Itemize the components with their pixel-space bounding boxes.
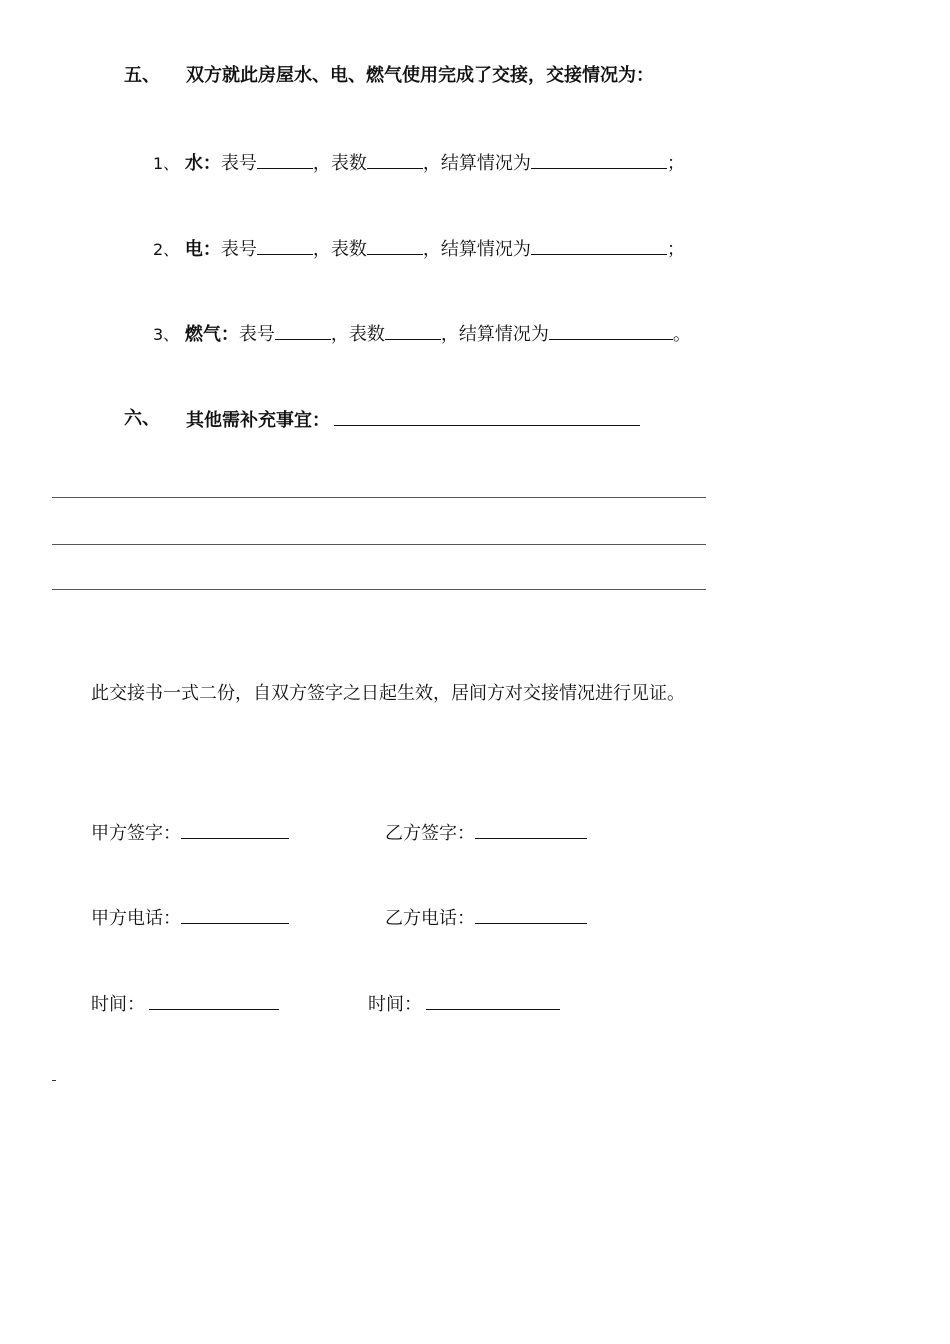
meter-reading-blank[interactable]: [367, 150, 423, 169]
utility-row-gas: [153, 321, 691, 347]
party-b-signature-label: 乙方签字：: [385, 823, 475, 844]
section-5-number: 五、: [124, 65, 160, 86]
party-b-time-label: 时间：: [368, 994, 422, 1015]
meter-number-label: 表号: [238, 324, 275, 345]
utility-name: 电：: [184, 239, 221, 260]
party-a-time-blank[interactable]: [149, 991, 279, 1010]
party-b-phone: [385, 905, 587, 931]
supplement-blank[interactable]: [334, 407, 640, 426]
separator: ，: [440, 324, 459, 345]
utility-row-electricity: [153, 236, 685, 262]
meter-number-blank[interactable]: [257, 150, 313, 169]
meter-reading-label: 表数: [330, 239, 367, 260]
settlement-blank[interactable]: [531, 150, 667, 169]
section-5-heading: 双方就此房屋水、电、燃气使用完成了交接，交接情况为：: [186, 65, 654, 86]
party-a-phone-label: 甲方电话：: [91, 908, 181, 929]
separator: ，: [312, 153, 331, 174]
notes-line-3[interactable]: [52, 589, 706, 590]
utility-name: 水：: [184, 153, 221, 174]
settlement-blank[interactable]: [531, 236, 667, 255]
separator: ，: [422, 239, 441, 260]
separator: ，: [312, 239, 331, 260]
utility-index: 1、: [153, 154, 180, 173]
meter-reading-label: 表数: [348, 324, 385, 345]
separator: ，: [330, 324, 349, 345]
row-end-punct: 。: [672, 324, 691, 345]
party-a-signature-label: 甲方签字：: [91, 823, 181, 844]
page-end-mark: [52, 1080, 56, 1081]
utility-row-water: [153, 150, 685, 176]
meter-reading-blank[interactable]: [385, 321, 441, 340]
utility-index: 2、: [153, 240, 180, 259]
section-6-heading: [186, 407, 640, 433]
section-6-number: 六、: [124, 408, 160, 429]
utility-index: 3、: [153, 325, 180, 344]
party-b-time: [368, 991, 560, 1017]
party-b-signature-blank[interactable]: [475, 820, 587, 839]
meter-number-blank[interactable]: [257, 236, 313, 255]
separator: ，: [422, 153, 441, 174]
meter-number-label: 表号: [220, 153, 257, 174]
row-end-punct: ；: [666, 153, 685, 174]
effectiveness-statement: 此交接书一式二份，自双方签字之日起生效，居间方对交接情况进行见证。: [91, 683, 685, 704]
settlement-label: 结算情况为: [440, 153, 531, 174]
party-b-time-blank[interactable]: [426, 991, 560, 1010]
meter-reading-blank[interactable]: [367, 236, 423, 255]
settlement-label: 结算情况为: [458, 324, 549, 345]
party-a-time: [91, 991, 279, 1017]
party-a-signature-blank[interactable]: [181, 820, 289, 839]
party-a-time-label: 时间：: [91, 994, 145, 1015]
party-a-phone-blank[interactable]: [181, 905, 289, 924]
settlement-label: 结算情况为: [440, 239, 531, 260]
meter-reading-label: 表数: [330, 153, 367, 174]
party-b-phone-label: 乙方电话：: [385, 908, 475, 929]
party-a-signature: [91, 820, 289, 846]
row-end-punct: ；: [666, 239, 685, 260]
notes-line-2[interactable]: [52, 544, 706, 545]
utility-name: 燃气：: [184, 324, 239, 345]
settlement-blank[interactable]: [549, 321, 673, 340]
notes-line-1[interactable]: [52, 497, 706, 498]
meter-number-label: 表号: [220, 239, 257, 260]
party-b-phone-blank[interactable]: [475, 905, 587, 924]
party-a-phone: [91, 905, 289, 931]
meter-number-blank[interactable]: [275, 321, 331, 340]
party-b-signature: [385, 820, 587, 846]
section-6-heading-text: 其他需补充事宜：: [186, 410, 330, 431]
